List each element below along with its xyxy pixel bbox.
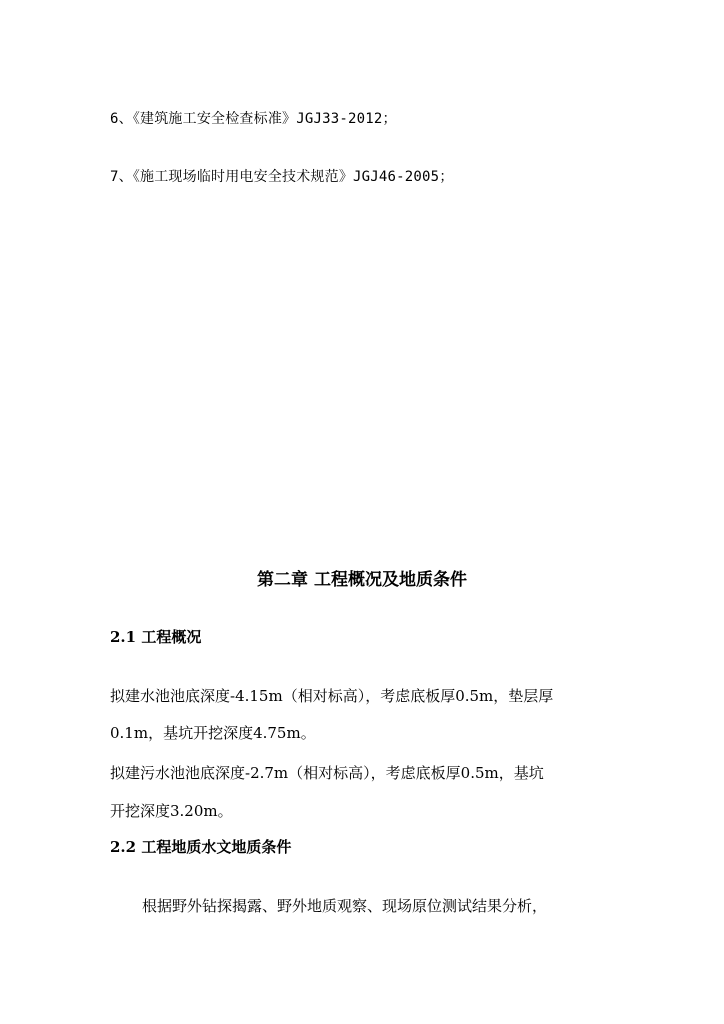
reference-item-7: 7、《施工现场临时用电安全技术规范》JGJ46-2005； (110, 169, 454, 185)
section-heading-2-1: 2.1 工程概况 (110, 628, 202, 646)
paragraph-line: 0.1m，基坑开挖深度4.75m。 (110, 724, 316, 742)
reference-item-6: 6、《建筑施工安全检查标准》JGJ33-2012； (110, 111, 397, 127)
paragraph-line: 根据野外钻探揭露、野外地质观察、现场原位测试结果分析， (142, 897, 548, 915)
section-heading-2-2: 2.2 工程地质水文地质条件 (110, 838, 292, 856)
paragraph-line: 开挖深度3.20m。 (110, 802, 233, 820)
paragraph-line: 拟建水池池底深度-4.15m（相对标高），考虑底板厚0.5m，垫层厚 (110, 687, 554, 705)
paragraph-line: 拟建污水池池底深度-2.7m（相对标高），考虑底板厚0.5m，基坑 (110, 764, 544, 782)
chapter-title: 第二章 工程概况及地质条件 (257, 570, 467, 590)
